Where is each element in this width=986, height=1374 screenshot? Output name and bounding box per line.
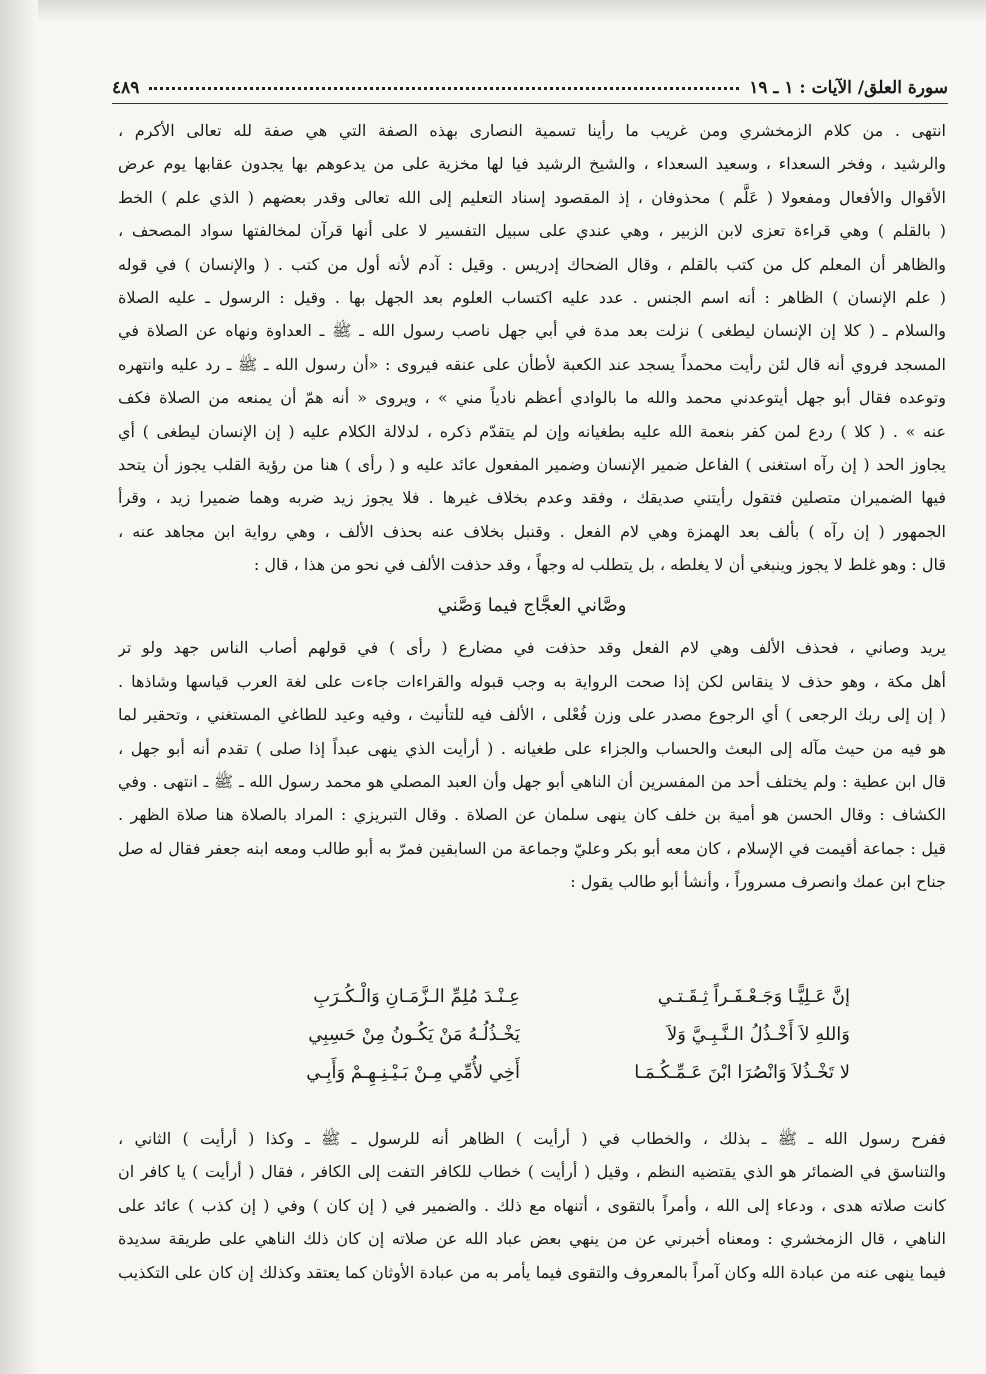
text-line: يريد وصاني ، فحذف الألف وهي لام الفعل وقد حذفت في مضارع ( رأى ) في قولهم أصاب الناس جهد ولو تر: [118, 638, 946, 658]
text-line: والسلام ـ ( كلا إن الإنسان ليطغى ) نزلت بعد مدة في أبي جهل ناصب رسول الله ـ ﷺ ـ العداوة ونهاه عن الصلاة في: [118, 321, 946, 341]
page-number: ٤٨٩: [112, 78, 140, 98]
text-line: والرشيد ، وفخر السعداء ، وسعيد السعداء ، والشيخ الرشيد فيا لها مخزية على من يدعوهم بها يجدون عقابها يوم عرض: [118, 154, 946, 174]
page-gutter-shadow: [0, 0, 38, 1374]
text-line: أهل مكة ، وهو حذف لا ينقاس لكن إذا صحت الرواية به وجب قبوله والقراءات جاءت على لغة العرب قياسها وشاذها .: [118, 671, 946, 691]
text-line: ( إن إلى ربك الرجعى ) أي الرجوع مصدر على وزن فُعْلى ، الألف فيه للتأنيث ، وفيه وعيد للطاغي المستغني ، وتحقير لما: [118, 705, 946, 725]
poem-second-hemistich: يَخْـذُلُـهُ مَنْ يَكُـونُ مِنْ حَسِبِي: [308, 1024, 520, 1045]
poem-verse: [250, 978, 850, 1016]
closing-text: [118, 1122, 946, 1289]
quoted-verse: وصَّاني العجَّاج فيما وَصَّني: [437, 595, 627, 617]
poem-second-hemistich: أَخِي لأُمِّي مِـنْ بَـيْـنِـهِـمْ وَأَبِـي: [306, 1062, 520, 1083]
text-line: ففرح رسول الله ـ ﷺ ـ بذلك ، والخطاب في ( أرأيت ) الظاهر أنه للرسول ـ ﷺ ـ وكذا ( أرأيت ) الثاني ،: [118, 1129, 946, 1148]
header-rule: [112, 103, 948, 104]
text-line: قيل : جماعة أقيمت في الإسلام ، كان معه أبو بكر وعليّ وجماعة من السابقين فمرّ به أبو طالب ومعه ابنه جعفر فقال له صل: [118, 838, 946, 858]
text-line: فيها الضميران متصلين فتقول رأيتني صديقك ، وفقد وعدم بخلاف غيرها . فلا يجوز زيد ضربه وهما ضميرا زيد ، وقرأ: [118, 488, 946, 508]
poem-block: [250, 978, 850, 1092]
text-line: الكشاف : وقال الحسن هو أمية بن خلف كان ينهى سلمان عن الصلاة . وقال التبريزي : المراد بالصلاة هنا صلاة الظهر .: [118, 805, 946, 825]
text-line: عنه » . ( كلا ) ردع لمن كفر بنعمة الله عليه بطغيانه وإن لم يتقدّم ذكره ، لدلالة الكلام عليه ( إن الإنسان ليطغى ) أي: [118, 421, 946, 441]
poem-first-hemistich: وَاللهِ لاَ أَخْـذُلُ الـنَّـبِـيَّ وَلاَ: [667, 1024, 850, 1045]
running-title: سورة العلق/ الآيات : ١ ـ ١٩: [749, 78, 948, 98]
text-line: كانت صلاته هدى ، ودعاء إلى الله ، وأمراً بالتقوى ، أتنهاه مع ذلك . والضمير في ( إن كان ) وفي ( إن كذب ) عائد على: [118, 1195, 946, 1215]
text-line: هو فيه من حيث مآله إلى البعث والحساب والجزاء على طغيانه . ( أرأيت الذي ينهى عبداً إذا صلى ) تقدم أنه أبو جهل ،: [118, 738, 946, 758]
text-line: فيما ينهى عنه من عبادة الله وكان آمراً بالمعروف والتقوى فيما يأمر به من عبادة الأوثان كما يعتقد وكذلك إن كان على التكذيب: [118, 1262, 946, 1282]
header-dot-leader: [149, 87, 739, 90]
running-header: [112, 62, 948, 98]
poem-verse: [250, 1016, 850, 1054]
text-line: انتهى . من كلام الزمخشري ومن غريب ما رأينا تسمية النصارى بهذه الصفة التي هي صفة لله تعالى الأكرم ،: [118, 121, 946, 140]
text-line: قال : وهو غلط لا يجوز وينبغي أن لا يغلطه ، بل يتطلب له وجهاً ، وقد حذفت الألف في نحو من هذا ، قال :: [253, 555, 946, 575]
text-line: قال ابن عطية : ولم يختلف أحد من المفسرين أن الناهي أبو جهل وأن العبد المصلي هو محمد رسول الله ـ ﷺ ـ انتهى . وفي: [118, 772, 946, 792]
text-line: المسجد فروي أنه قال لئن رأيت محمداً يسجد عند الكعبة لأطأن على عنقه فيروى : «أن رسول الله ـ ﷺ ـ رد عليه وانتهره: [118, 354, 946, 374]
text-line: والتناسق في الضمائر هو الذي يقتضيه النظم ، وقيل ( أرأيت ) خطاب للكافر التفت إلى الكافر ، فقال ( أرأيت ) يا كافر ان: [118, 1162, 946, 1182]
text-line: الأقوال والأفعال ومفعولا ( عَلَّم ) محذوفان ، إذ المقصود إسناد التعليم إلى الله تعالى وقدر بعضهم ( الذي علم ) الخط: [118, 187, 946, 207]
poem-second-hemistich: عِـنْـدَ مُلِمِّ الـزَّمَـانِ وَالْـكُـرَبِ: [313, 986, 520, 1007]
text-line: جناح ابن عمك وانصرف مسروراً ، وأنشأ أبو طالب يقول :: [570, 872, 946, 892]
poem-first-hemistich: لا تَخْـذُلاَ وَانْصُرَا ابْنَ عَـمِّـكُـمَـا: [634, 1062, 850, 1083]
text-line: الناهي ، قال الزمخشري : ومعناه أخبرني عن من ينهي بعض عباد الله عن صلاته إن كان ذلك الناهي على طريقة سديدة: [118, 1229, 946, 1249]
text-line: الجمهور ( إن رآه ) بألف بعد الهمزة وهي لام الفعل . وقنبل بخلاف عنه بحذف الألف ، وهي رواية ابن مجاهد عنه ،: [118, 521, 946, 541]
text-line: والظاهر أن المعلم كل من كتب بالقلم ، وقال الضحاك إدريس . وقيل : آدم لأنه أول من كتب . ( والإنسان ) في قوله: [118, 254, 946, 274]
text-line: ( علم الإنسان ) الظاهر : أنه اسم الجنس . عدد عليه اكتساب العلوم بعد الجهل بها . وقيل : الرسول ـ عليه الصلاة: [118, 287, 946, 307]
poem-first-hemistich: إنَّ عَـلِيًّـا وَجَـعْـفَـراً ثِـقَـتـي: [657, 986, 850, 1007]
main-text: [118, 114, 946, 899]
poem-verse: [250, 1054, 850, 1092]
page-top-shadow: [0, 0, 986, 22]
text-line: وتوعده فقال أبو جهل أيتوعدني محمد والله ما بالوادي أعظم نادياً مني » ، ويروى « أنه همّ أن يمنعه من الصلاة فكف: [118, 388, 946, 408]
text-line: ( بالقلم ) وهي قراءة تعزى لابن الزبير ، وهي عندي على سبيل التفسير لا على أنها قرآن لمخالفتها سواد المصحف ،: [118, 221, 946, 241]
text-line: يجاوز الحد ( إن رآه استغنى ) الفاعل ضمير الإنسان وضمير المفعول عائد عليه و ( رأى ) هنا من رؤية القلب يجوز أن يتحد: [118, 454, 946, 474]
